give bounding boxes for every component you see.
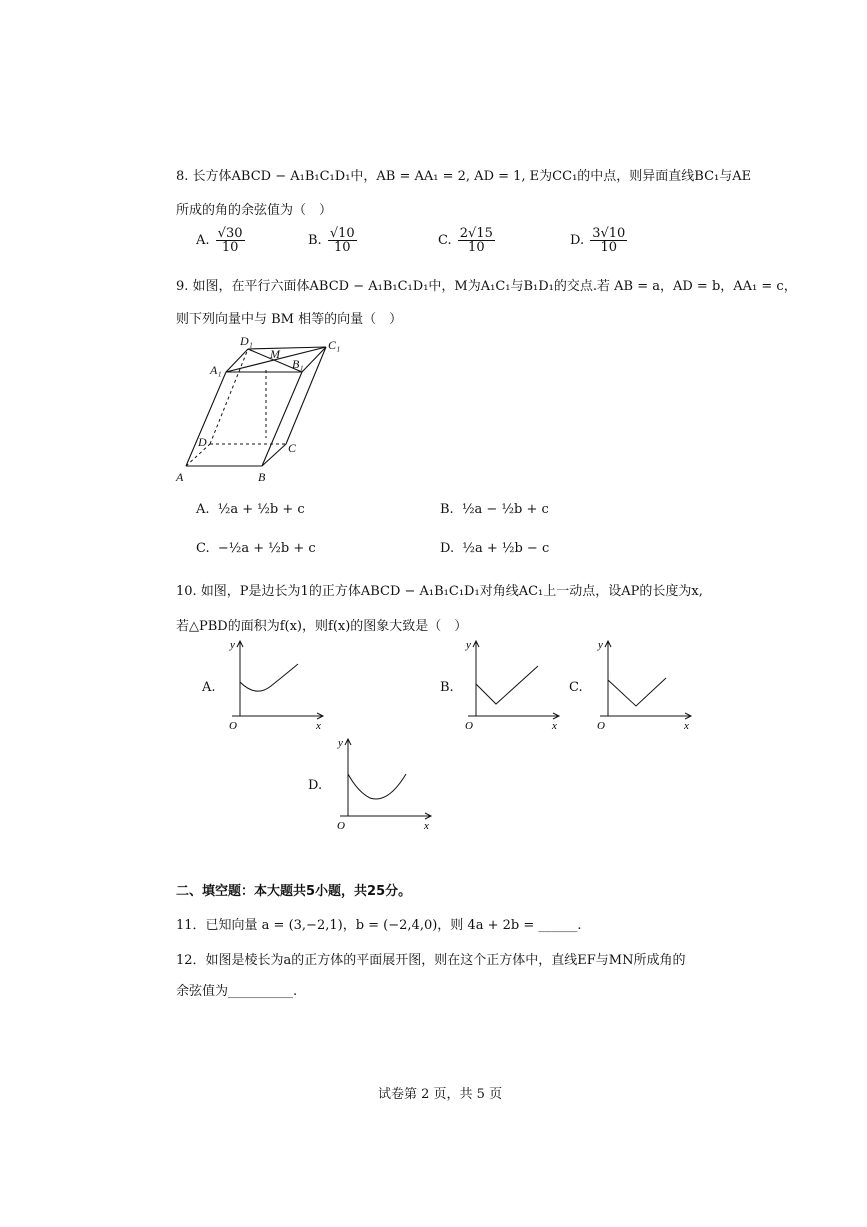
graph-a-curve bbox=[240, 664, 298, 691]
label-a: A bbox=[176, 470, 184, 484]
graph-c-x-label: x bbox=[684, 720, 689, 732]
graph-d bbox=[334, 734, 434, 830]
label-d: D bbox=[198, 435, 207, 449]
edge-a1-d1 bbox=[226, 349, 248, 372]
q9-stem-line2: 则下列向量中与 BM 相等的向量（ ） bbox=[176, 312, 403, 327]
q12-line2: 余弦值为__________. bbox=[176, 984, 298, 999]
q8-stem-line2: 所成的角的余弦值为（ ） bbox=[176, 203, 333, 218]
graph-c-curve bbox=[608, 678, 666, 706]
q9-option-d-label: D. bbox=[440, 541, 455, 556]
q8-option-c bbox=[438, 227, 497, 254]
q8-option-a-label: A. bbox=[196, 233, 210, 248]
label-d1: D₁ bbox=[240, 334, 253, 348]
q9-option-d bbox=[440, 541, 549, 556]
graph-c-origin: O bbox=[597, 720, 605, 732]
graph-a bbox=[226, 636, 326, 732]
graph-a-y-label: y bbox=[230, 639, 235, 651]
q9-option-b-expr: ½a − ½b + c bbox=[461, 502, 549, 517]
q8-option-a bbox=[196, 227, 247, 254]
q8-option-b-den: 10 bbox=[333, 240, 351, 255]
section-2-title: 二、填空题：本大题共5小题，共25分。 bbox=[176, 884, 412, 899]
q8-option-b bbox=[308, 227, 359, 254]
graph-d-x-label: x bbox=[424, 820, 429, 830]
q9-option-a-expr: ½a + ½b + c bbox=[217, 502, 305, 517]
graph-b-origin: O bbox=[465, 720, 473, 732]
graph-b-curve bbox=[476, 666, 538, 704]
q10-option-b-label: B. bbox=[440, 680, 454, 695]
q8-option-a-num: √30 bbox=[217, 226, 243, 241]
edge-d1-c1 bbox=[248, 347, 326, 349]
graph-d-y-label: y bbox=[338, 737, 343, 749]
q9-option-c bbox=[196, 541, 316, 556]
q8-option-d-num: 3√10 bbox=[592, 226, 626, 241]
label-b1: B₁ bbox=[292, 357, 304, 371]
edge-b1-c1 bbox=[302, 347, 326, 372]
graph-b bbox=[462, 636, 562, 732]
graph-d-curve bbox=[348, 774, 406, 799]
q9-option-b-label: B. bbox=[440, 502, 454, 517]
q9-option-b bbox=[440, 502, 549, 517]
q8-stem-line1: 8. 长方体ABCD − A₁B₁C₁D₁中，AB = AA₁ = 2, AD = 1, E为CC₁的中点，则异面直线BC₁与AE bbox=[176, 169, 752, 184]
q10-option-d-label: D. bbox=[308, 778, 323, 793]
edge-b-c bbox=[262, 444, 286, 466]
q8-option-c-den: 10 bbox=[468, 240, 485, 255]
q8-option-d-label: D. bbox=[570, 233, 585, 248]
q8-option-a-den: 10 bbox=[221, 240, 239, 255]
q8-option-c-num: 2√15 bbox=[459, 226, 493, 241]
label-c: C bbox=[288, 441, 297, 455]
label-c1: C₁ bbox=[328, 338, 341, 352]
q10-stem-line1: 10. 如图，P是边长为1的正方体ABCD − A₁B₁C₁D₁对角线AC₁上一动点，设AP的长度为x, bbox=[176, 584, 703, 599]
graph-a-x-label: x bbox=[316, 720, 321, 732]
q9-option-a-label: A. bbox=[196, 502, 210, 517]
q8-option-d-den: 10 bbox=[600, 240, 618, 255]
q9-option-c-expr: −½a + ½b + c bbox=[217, 541, 316, 556]
q8-option-d bbox=[570, 227, 629, 254]
q11-text: 11．已知向量 a = (3,−2,1)，b = (−2,4,0)，则 4a + 2b = ______. bbox=[176, 918, 582, 933]
q10-option-c-label: C. bbox=[569, 680, 583, 695]
q10-stem-line2: 若△PBD的面积为f(x)，则f(x)的图象大致是（ ） bbox=[176, 619, 468, 634]
q12-line1: 12．如图是棱长为a的正方体的平面展开图，则在这个正方体中，直线EF与MN所成角的 bbox=[176, 953, 686, 968]
label-a1: A₁ bbox=[210, 363, 222, 377]
q8-option-c-label: C. bbox=[438, 233, 452, 248]
label-b: B bbox=[258, 470, 266, 484]
graph-a-origin: O bbox=[229, 720, 237, 732]
graph-b-y-label: y bbox=[466, 639, 471, 651]
parallelepiped-figure bbox=[174, 334, 354, 486]
q10-option-a-label: A. bbox=[202, 680, 216, 695]
q8-option-b-num: √10 bbox=[329, 226, 355, 241]
graph-b-x-label: x bbox=[552, 720, 557, 732]
q9-stem-line1: 9. 如图，在平行六面体ABCD − A₁B₁C₁D₁中，M为A₁C₁与B₁D₁的交点.若 AB = a，AD = b，AA₁ = c， bbox=[176, 279, 797, 294]
label-m: M bbox=[270, 347, 280, 361]
q9-option-d-expr: ½a + ½b − c bbox=[462, 541, 550, 556]
graph-d-origin: O bbox=[337, 820, 345, 830]
graph-c bbox=[594, 636, 694, 732]
page-footer: 试卷第 2 页，共 5 页 bbox=[378, 1087, 503, 1102]
q9-option-a bbox=[196, 502, 305, 517]
graph-c-y-label: y bbox=[598, 639, 603, 651]
q9-option-c-label: C. bbox=[196, 541, 210, 556]
q8-option-b-label: B. bbox=[308, 233, 322, 248]
